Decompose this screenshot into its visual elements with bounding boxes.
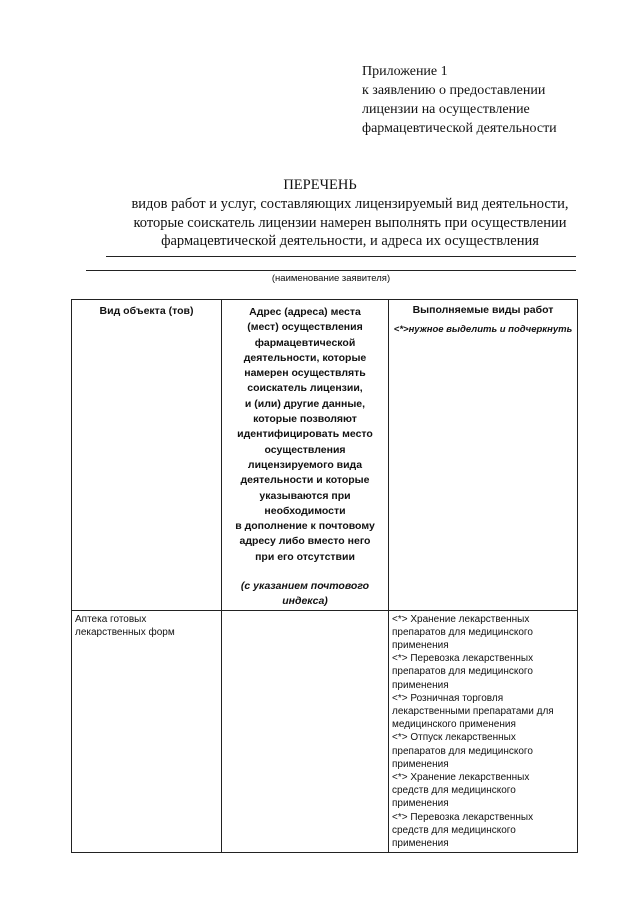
header-address-line: намерен осуществлять <box>244 367 366 380</box>
work-item-line: применения <box>392 798 449 810</box>
header-address-line: адресу либо вместо него <box>239 535 371 548</box>
work-item-line: препаратов для медицинского <box>392 745 533 757</box>
work-item-line: медицинского применения <box>392 719 516 731</box>
work-item-line: препаратов для медицинского <box>392 666 533 678</box>
subtitle-line: видов работ и услуг, составляющих лицензируемый вид деятельности, <box>131 196 569 212</box>
work-item-line: применения <box>392 640 449 652</box>
header-address-note-line: (с указанием почтового <box>240 580 370 593</box>
appendix-line: фармацевтической деятельности <box>362 121 557 136</box>
header-cell-address <box>222 300 389 611</box>
subtitle-line: фармацевтической деятельности, и адреса их осуществления <box>161 233 539 249</box>
appendix-line: Приложение 1 <box>362 64 448 79</box>
header-address-line: деятельности и которые <box>240 474 370 487</box>
appendix-block <box>362 62 622 138</box>
object-type-cell[interactable] <box>72 610 222 852</box>
header-address-note-line: индекса) <box>282 595 328 608</box>
document-title: ПЕРЕЧЕНЬ <box>283 177 357 193</box>
work-item-line: применения <box>392 838 449 850</box>
work-item-line: <*> Перевозка лекарственных <box>392 653 534 665</box>
work-item-line: применения <box>392 758 449 770</box>
work-item[interactable] <box>392 731 575 771</box>
header-address-line: при его отсутствии <box>255 550 355 563</box>
header-address-line: указываются при <box>259 489 351 502</box>
object-type-line: лекарственных форм <box>75 626 175 638</box>
work-item-line: средств для медицинского <box>392 785 516 797</box>
work-item-line: <*> Перевозка лекарственных <box>392 811 534 823</box>
header-address-line: (мест) осуществления <box>247 321 363 334</box>
work-item[interactable] <box>392 811 575 851</box>
header-cell-works <box>389 300 578 611</box>
address-value <box>222 611 388 613</box>
work-item[interactable] <box>392 613 575 653</box>
header-address-line: и (или) другие данные, <box>244 397 366 410</box>
subtitle-line: которые соискатель лицензии намерен выполнять при осуществлении <box>133 214 567 231</box>
table-header-row <box>72 300 578 611</box>
header-address-line: лицензируемого вида <box>247 458 363 471</box>
work-item-line: препаратов для медицинского <box>392 626 533 638</box>
works-table <box>71 299 578 853</box>
document-subtitle <box>60 195 640 251</box>
applicant-name-line <box>106 256 576 257</box>
works-cell[interactable] <box>389 610 578 852</box>
work-item[interactable] <box>392 652 575 692</box>
object-type-value <box>72 611 221 639</box>
work-item-line: <*> Розничная торговля <box>392 692 504 704</box>
work-item-line: средств для медицинского <box>392 824 516 836</box>
table-row <box>72 610 578 852</box>
header-address-line: Адрес (адреса) места <box>249 306 361 318</box>
header-address-line: которые позволяют <box>253 413 357 426</box>
work-item-line: <*> Отпуск лекарственных <box>392 732 516 744</box>
header-address <box>222 300 388 565</box>
header-address-line: деятельности, которые <box>243 351 367 364</box>
header-address-line: идентифицировать место <box>237 428 373 441</box>
header-address-line: соискатель лицензии, <box>247 382 363 395</box>
header-address-line: в дополнение к почтовому <box>235 520 375 533</box>
applicant-name-caption: (наименование заявителя) <box>271 273 391 284</box>
work-item-line: <*> Хранение лекарственных <box>392 772 530 784</box>
header-object-type: Вид объекта (тов) <box>99 305 194 317</box>
work-item-line: лекарственными препаратами для <box>392 706 554 718</box>
applicant-name-underline <box>86 270 576 271</box>
header-cell-object-type <box>72 300 222 611</box>
header-address-line: фармацевтической <box>254 336 356 349</box>
header-address-line: осуществления <box>264 443 346 456</box>
work-item-line: <*> Хранение лекарственных <box>392 613 530 625</box>
object-type-line: Аптека готовых <box>75 613 147 625</box>
header-works: Выполняемые виды работ <box>412 304 554 316</box>
work-item[interactable] <box>392 771 575 811</box>
appendix-line: лицензии на осуществление <box>362 102 530 117</box>
appendix-line: к заявлению о предоставлении <box>362 83 546 98</box>
work-item[interactable] <box>392 692 575 732</box>
header-address-line: необходимости <box>264 504 346 517</box>
work-item-line: применения <box>392 679 449 691</box>
header-address-note <box>222 579 388 610</box>
header-works-note: <*>нужное выделить и подчеркнуть <box>393 324 573 336</box>
works-list <box>389 611 577 851</box>
address-cell[interactable] <box>222 610 389 852</box>
